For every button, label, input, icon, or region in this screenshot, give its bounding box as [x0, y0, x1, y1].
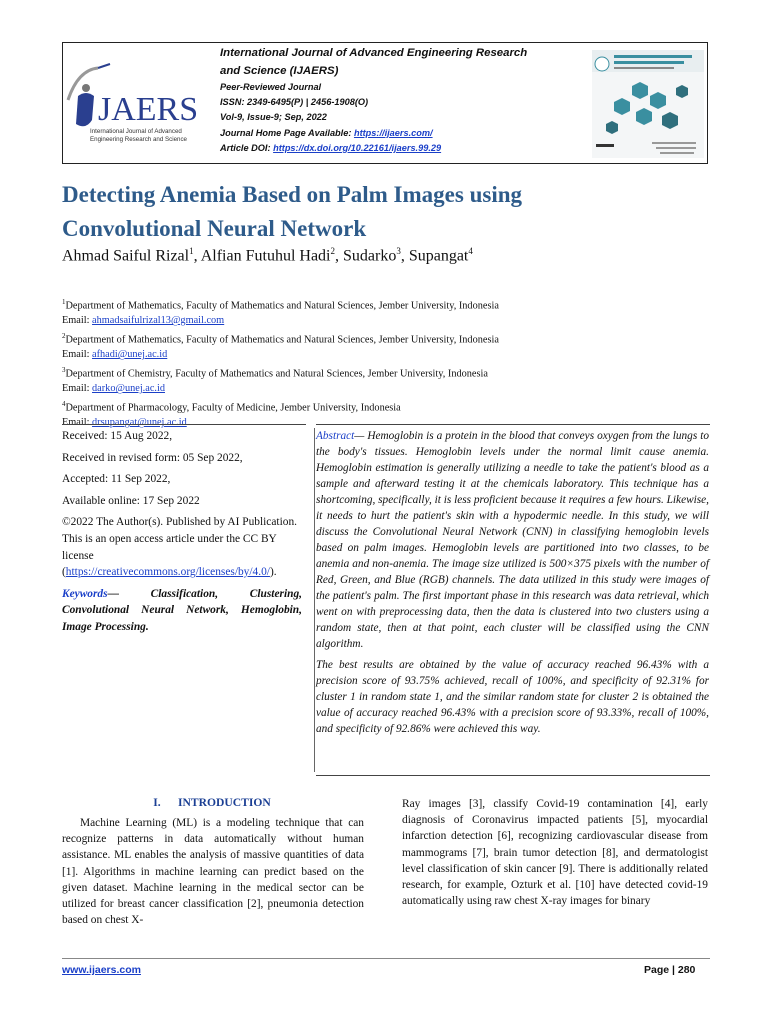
affiliations: [62, 295, 702, 431]
affiliation-email: [62, 382, 702, 397]
doi-line: [220, 141, 580, 156]
author-sup: 4: [468, 246, 473, 256]
abstract-bottom-divider: [316, 775, 710, 776]
license-text: [62, 514, 302, 580]
email-link[interactable]: ahmadsaifulrizal13@gmail.com: [92, 315, 225, 327]
affiliation-email: [62, 314, 702, 329]
received-date: Received: 15 Aug 2022,: [62, 430, 173, 442]
affiliation-dept: [62, 329, 702, 348]
page-number: Page | 280: [644, 964, 696, 976]
journal-info: [220, 44, 580, 156]
online-date: Available online: 17 Sep 2022: [62, 494, 200, 507]
email-label: Email:: [62, 315, 93, 327]
peer-reviewed-label: Peer-Reviewed Journal: [220, 82, 322, 92]
author-sup: 1: [189, 246, 194, 256]
license-body: ©2022 The Author(s). Published by AI Publication. This is an open access article under the CC BY license (: [62, 516, 297, 579]
email-link[interactable]: drsupangat@unej.ac.id: [92, 417, 187, 429]
author-sup: 3: [396, 246, 401, 256]
abstract-label: Abstract: [316, 430, 355, 442]
intro-right-column: Ray images [3], classify Covid-19 contamination [4], early diagnosis of Coronavirus impacted patients [5], myocardial infarction detection [6], recognizing cardiovascular disease from mammograms [7], brain tumor detection [8], and dermatologist level classification of skin cancer [9]. There is additionally related research, for example, Ozturk et al. [10] have detected covid-19 automatically using raw chest X-ray images for binary: [402, 798, 708, 908]
affiliation-dept: [62, 363, 702, 382]
intro-left-column: Machine Learning (ML) is a modeling technique that can recognize patterns in data automatically without human assistance. ML enables the analysis of massive quantities of data [1]. Algorithms in machine learning can predict based on the given dataset. Machine learning in the medical sector can be utilized for breast cancer classification [2], pneumonia detection based on chest X-: [62, 817, 364, 927]
author-sup: 2: [330, 246, 335, 256]
affiliation-dept: [62, 295, 702, 314]
email-label: Email:: [62, 383, 93, 395]
email-link[interactable]: afhadi@unej.ac.id: [92, 349, 168, 361]
author-separator: ,: [334, 247, 343, 265]
affiliation-sup: 2: [62, 332, 66, 341]
affiliation-text: Department of Mathematics, Faculty of Mathematics and Natural Sciences, Jember University, Indonesia: [65, 300, 499, 312]
affiliation-text: Department of Pharmacology, Faculty of Medicine, Jember University, Indonesia: [65, 402, 401, 414]
right-divider: [316, 424, 710, 425]
logo-caption-line1: International Journal of Advanced: [90, 128, 182, 135]
affiliation-text: Department of Chemistry, Faculty of Mathematics and Natural Sciences, Jember University, Indonesia: [65, 368, 488, 380]
license-link[interactable]: https://creativecommons.org/licenses/by/4.0/: [65, 566, 270, 579]
paper-title: [62, 178, 682, 246]
doi-link[interactable]: https://dx.doi.org/10.22161/ijaers.99.29: [273, 142, 442, 153]
affiliation-sup: 3: [62, 366, 66, 375]
left-divider: [62, 424, 306, 425]
logo-wordmark: JAERS: [98, 91, 199, 128]
email-label: Email:: [62, 417, 93, 429]
section-heading: I. INTRODUCTION: [153, 796, 271, 809]
affiliation-sup: 1: [62, 298, 66, 306]
author-name: Sudarko: [342, 247, 397, 265]
revised-date: Received in revised form: 05 Sep 2022,: [62, 451, 243, 464]
keywords-label: Keywords: [62, 587, 108, 600]
homepage-link[interactable]: https://ijaers.com/: [353, 127, 433, 138]
affiliation-dept: [62, 397, 702, 416]
footer-divider: [62, 958, 710, 959]
keywords-text: — Classification, Clustering, Convolutional Neural Network, Hemoglobin, Image Processing.: [62, 587, 302, 633]
logo-caption-line2: Engineering Research and Science: [90, 136, 187, 143]
email-label: Email:: [62, 349, 93, 361]
journal-name-line1: International Journal of Advanced Engineering Research: [220, 47, 528, 59]
abstract-paragraph-1: [316, 428, 709, 652]
title-line2: Convolutional Neural Network: [62, 216, 367, 241]
accepted-date: Accepted: 11 Sep 2022,: [62, 473, 171, 486]
article-info: [62, 428, 302, 641]
affiliation-email: [62, 348, 702, 363]
email-link[interactable]: darko@unej.ac.id: [92, 383, 165, 395]
homepage-label: Journal Home Page Available:: [220, 127, 354, 138]
author-separator: ,: [400, 247, 409, 265]
abstract-paragraph-2: The best results are obtained by the value of accuracy reached 96.43% with a precision score of 93.75% achieved, recall of 100%, and specificity of 92.31% for cluster 1 in random state 1, and the similar random state for cluster 2 is obtained the value of accuracy reached 96.43% with a precision score of 93.33%, recall of 100%, and specificity of 92.86% were achieved this way.: [316, 659, 709, 735]
journal-name-line2: and Science (IJAERS): [220, 65, 339, 77]
author-list: [62, 246, 473, 265]
footer-site-link[interactable]: www.ijaers.com: [62, 964, 141, 976]
column-divider: [314, 428, 315, 772]
author-separator: ,: [193, 247, 201, 265]
author-name: Ahmad Saiful Rizal: [62, 247, 190, 265]
affiliation-sup: 4: [62, 400, 66, 409]
ijaers-logo: [64, 60, 214, 150]
affiliation-text: Department of Mathematics, Faculty of Mathematics and Natural Sciences, Jember University, Indonesia: [65, 334, 499, 346]
author-name: Supangat: [408, 247, 469, 265]
volume-issue: Vol-9, Issue-9; Sep, 2022: [220, 112, 327, 123]
keywords: [62, 586, 302, 636]
title-line1: Detecting Anemia Based on Palm Images using: [62, 182, 522, 207]
abstract: [316, 428, 709, 742]
journal-cover-image: [592, 50, 704, 158]
homepage-line: [220, 126, 580, 141]
license-end: ).: [269, 566, 277, 579]
doi-label: Article DOI:: [220, 142, 274, 153]
author-name: Alfian Futuhul Hadi: [200, 247, 331, 265]
issn: ISSN: 2349-6495(P) | 2456-1908(O): [220, 97, 369, 108]
abstract-text-1: — Hemoglobin is a protein in the blood that conveys oxygen from the lungs to the body's tissues. Hemoglobin levels under the normal limit cause anemia. Hemoglobin estimation is generally utilizing a needle to take the patient's blood as a sample and afterward testing it at the chemicals laboratory. This technique has a shortcoming, specifically, it is less proficient because it requires a few hours. Likewise, it needs to hurt the patient's skin with a hypodermic needle. In this study, we will discuss the Convolutional Neural Network (CNN) in classifying hemoglobin levels based on palm images. Hemoglobin levels are partitioned into two classes, to be anemia and non-anemia. The image size utilized is 500×375 pixels with the number of Red, Green, and Blue (RGB) channels. The data utilized in this study were images of the patient's palm. The first important phase in this research was data retrieval, which went on with preprocessing data, then the data is clustered into two clusters using a random state, then at that point, each cluster will be classified using the CNN algorithm.: [316, 430, 709, 650]
